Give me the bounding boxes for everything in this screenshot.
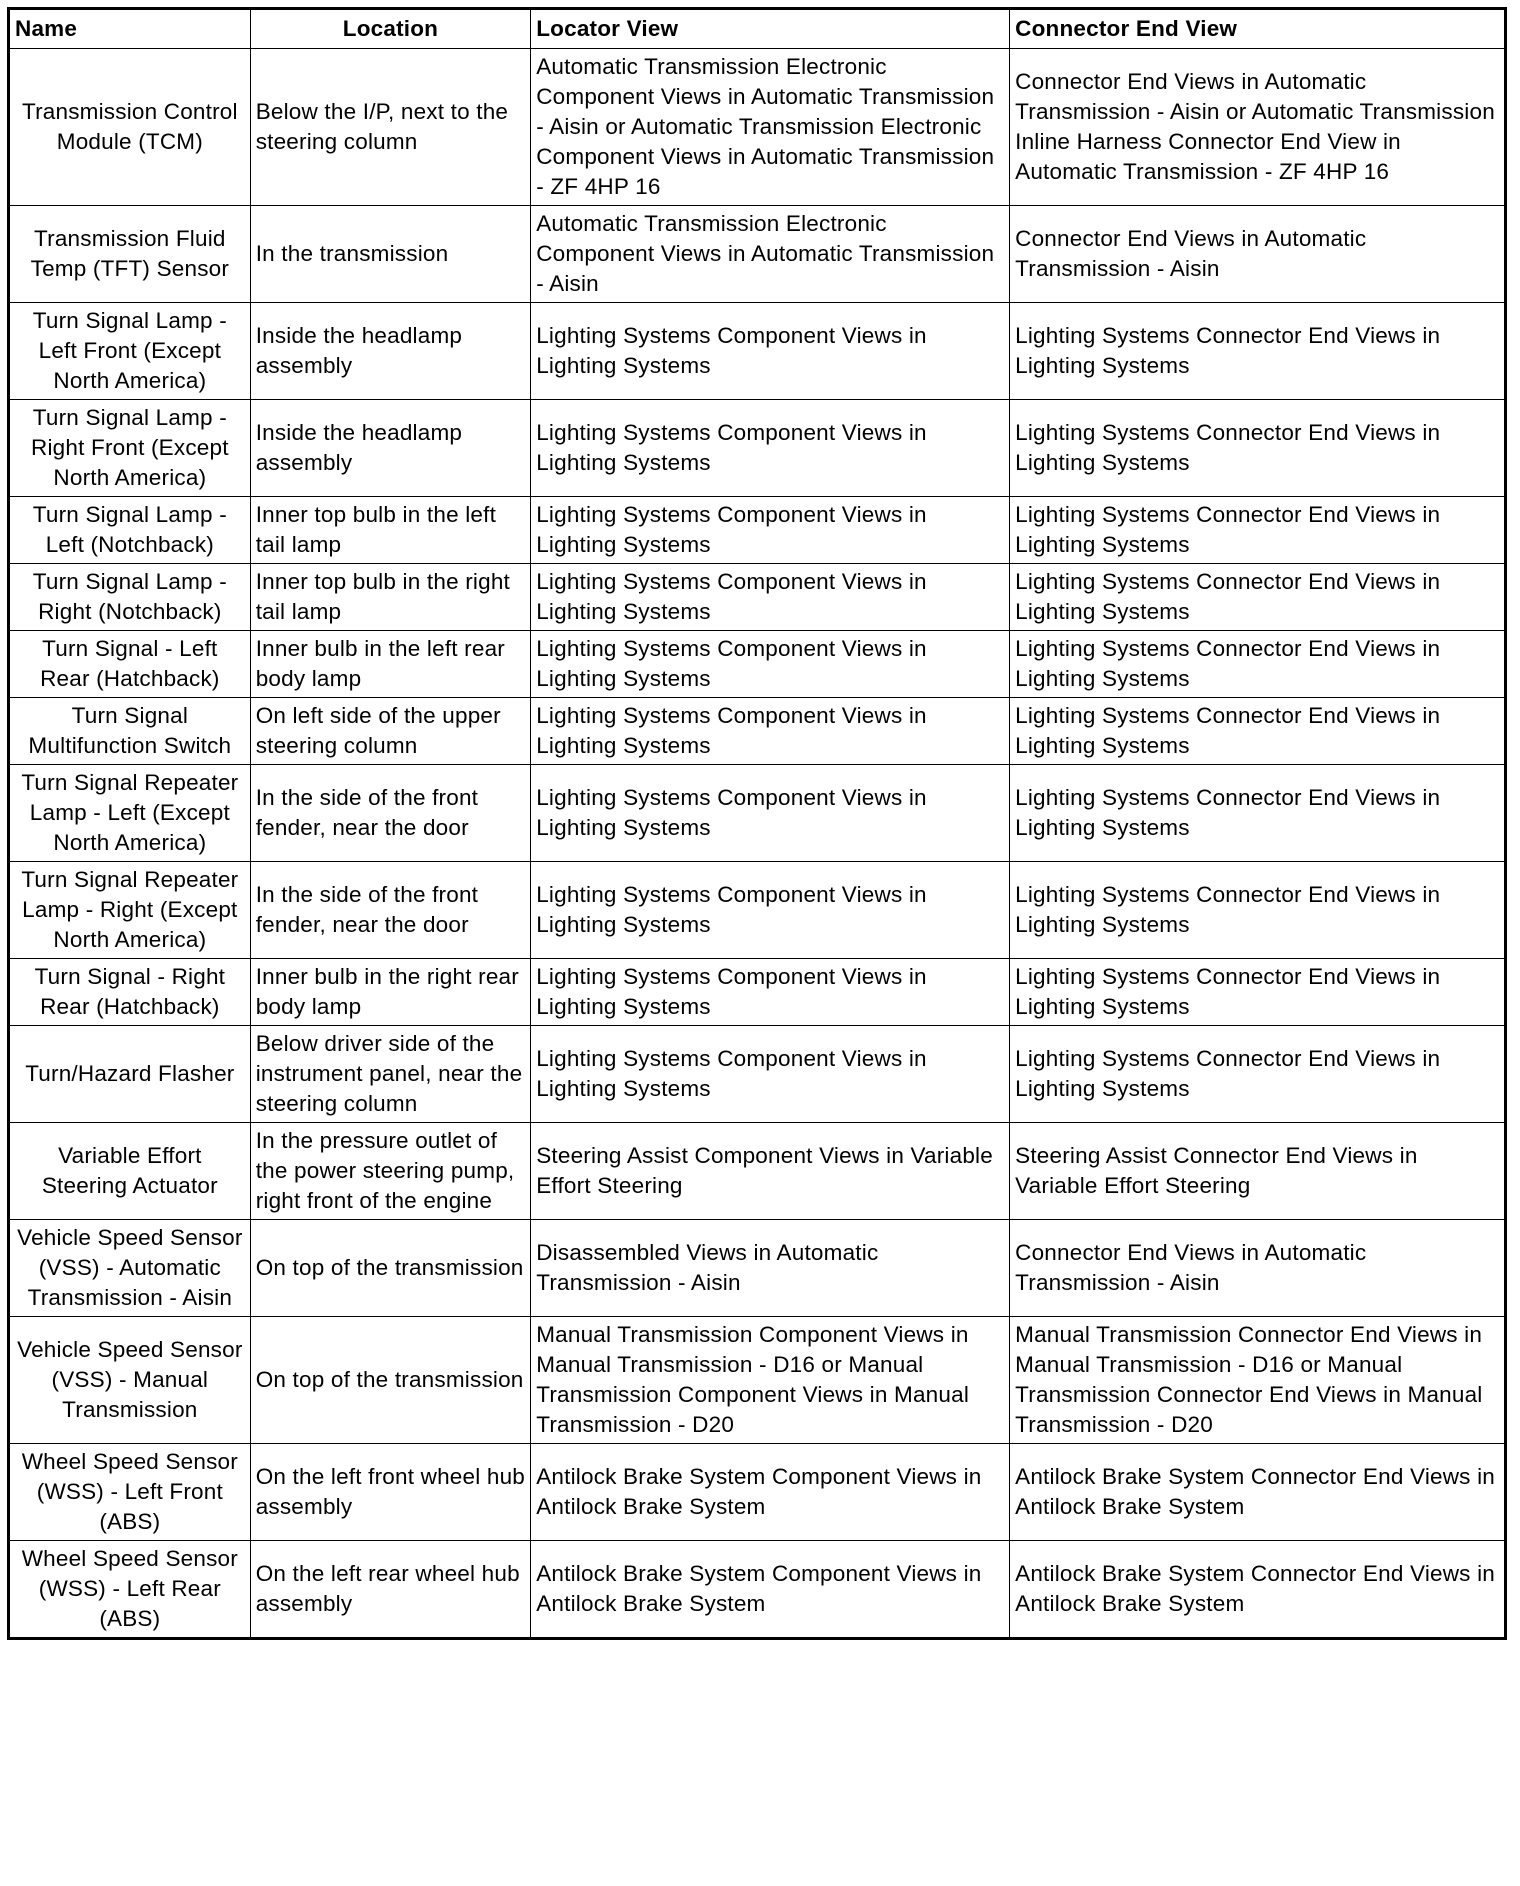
cell-location: Below the I/P, next to the steering column xyxy=(250,49,531,206)
cell-locator-view: Lighting Systems Component Views in Lighting Systems xyxy=(531,862,1010,959)
cell-location: On the left front wheel hub assembly xyxy=(250,1444,531,1541)
table-row xyxy=(9,1317,1506,1444)
cell-connector-end-view: Antilock Brake System Connector End Views in Antilock Brake System xyxy=(1010,1541,1506,1639)
table-row xyxy=(9,1026,1506,1123)
cell-connector-end-view: Lighting Systems Connector End Views in Lighting Systems xyxy=(1010,564,1506,631)
cell-name: Vehicle Speed Sensor (VSS) - Automatic Transmission - Aisin xyxy=(9,1220,251,1317)
cell-location: On the left rear wheel hub assembly xyxy=(250,1541,531,1639)
cell-locator-view: Lighting Systems Component Views in Lighting Systems xyxy=(531,400,1010,497)
header-locator-view: Locator View xyxy=(531,9,1010,49)
cell-name: Wheel Speed Sensor (WSS) - Left Front (ABS) xyxy=(9,1444,251,1541)
cell-locator-view: Automatic Transmission Electronic Component Views in Automatic Transmission - Aisin xyxy=(531,206,1010,303)
table-row xyxy=(9,564,1506,631)
cell-connector-end-view: Lighting Systems Connector End Views in Lighting Systems xyxy=(1010,959,1506,1026)
cell-connector-end-view: Lighting Systems Connector End Views in Lighting Systems xyxy=(1010,400,1506,497)
table-row xyxy=(9,303,1506,400)
cell-location: Inner top bulb in the left tail lamp xyxy=(250,497,531,564)
cell-location: On top of the transmission xyxy=(250,1317,531,1444)
table-row xyxy=(9,1123,1506,1220)
cell-connector-end-view: Lighting Systems Connector End Views in Lighting Systems xyxy=(1010,765,1506,862)
cell-connector-end-view: Lighting Systems Connector End Views in Lighting Systems xyxy=(1010,1026,1506,1123)
cell-name: Turn Signal Repeater Lamp - Right (Except North America) xyxy=(9,862,251,959)
cell-location: On left side of the upper steering column xyxy=(250,698,531,765)
cell-connector-end-view: Connector End Views in Automatic Transmission - Aisin or Automatic Transmission Inline Harness Connector End View in Automatic Transmission - ZF 4HP 16 xyxy=(1010,49,1506,206)
cell-location: Inner bulb in the left rear body lamp xyxy=(250,631,531,698)
cell-name: Wheel Speed Sensor (WSS) - Left Rear (ABS) xyxy=(9,1541,251,1639)
table-row xyxy=(9,497,1506,564)
cell-location: In the pressure outlet of the power steering pump, right front of the engine xyxy=(250,1123,531,1220)
table-row xyxy=(9,765,1506,862)
cell-locator-view: Automatic Transmission Electronic Component Views in Automatic Transmission - Aisin or Automatic Transmission Electronic Component Views in Automatic Transmission - ZF 4HP 16 xyxy=(531,49,1010,206)
cell-locator-view: Antilock Brake System Component Views in Antilock Brake System xyxy=(531,1541,1010,1639)
cell-locator-view: Disassembled Views in Automatic Transmission - Aisin xyxy=(531,1220,1010,1317)
header-location: Location xyxy=(250,9,531,49)
cell-connector-end-view: Lighting Systems Connector End Views in Lighting Systems xyxy=(1010,631,1506,698)
cell-name: Turn Signal Lamp - Right Front (Except North America) xyxy=(9,400,251,497)
cell-location: Inner bulb in the right rear body lamp xyxy=(250,959,531,1026)
cell-name: Vehicle Speed Sensor (VSS) - Manual Transmission xyxy=(9,1317,251,1444)
table-row xyxy=(9,698,1506,765)
cell-name: Turn Signal Lamp - Left (Notchback) xyxy=(9,497,251,564)
cell-locator-view: Lighting Systems Component Views in Lighting Systems xyxy=(531,765,1010,862)
cell-locator-view: Steering Assist Component Views in Variable Effort Steering xyxy=(531,1123,1010,1220)
cell-connector-end-view: Lighting Systems Connector End Views in Lighting Systems xyxy=(1010,303,1506,400)
cell-connector-end-view: Lighting Systems Connector End Views in Lighting Systems xyxy=(1010,862,1506,959)
cell-location: Below driver side of the instrument panel, near the steering column xyxy=(250,1026,531,1123)
cell-locator-view: Lighting Systems Component Views in Lighting Systems xyxy=(531,497,1010,564)
cell-connector-end-view: Manual Transmission Connector End Views in Manual Transmission - D16 or Manual Transmission Connector End Views in Manual Transmission - D20 xyxy=(1010,1317,1506,1444)
cell-location: Inside the headlamp assembly xyxy=(250,400,531,497)
cell-connector-end-view: Lighting Systems Connector End Views in Lighting Systems xyxy=(1010,698,1506,765)
header-row xyxy=(9,9,1506,49)
table-row xyxy=(9,206,1506,303)
cell-connector-end-view: Steering Assist Connector End Views in Variable Effort Steering xyxy=(1010,1123,1506,1220)
cell-name: Transmission Fluid Temp (TFT) Sensor xyxy=(9,206,251,303)
header-connector-end-view: Connector End View xyxy=(1010,9,1506,49)
cell-name: Turn Signal Lamp - Right (Notchback) xyxy=(9,564,251,631)
table-row xyxy=(9,400,1506,497)
cell-locator-view: Lighting Systems Component Views in Lighting Systems xyxy=(531,303,1010,400)
table-row xyxy=(9,631,1506,698)
cell-location: Inside the headlamp assembly xyxy=(250,303,531,400)
cell-location: Inner top bulb in the right tail lamp xyxy=(250,564,531,631)
cell-locator-view: Lighting Systems Component Views in Lighting Systems xyxy=(531,564,1010,631)
table-row xyxy=(9,1444,1506,1541)
cell-name: Turn Signal Lamp - Left Front (Except North America) xyxy=(9,303,251,400)
cell-connector-end-view: Connector End Views in Automatic Transmission - Aisin xyxy=(1010,1220,1506,1317)
table-row xyxy=(9,49,1506,206)
cell-location: In the transmission xyxy=(250,206,531,303)
cell-location: In the side of the front fender, near the door xyxy=(250,862,531,959)
cell-name: Turn Signal - Right Rear (Hatchback) xyxy=(9,959,251,1026)
cell-connector-end-view: Lighting Systems Connector End Views in Lighting Systems xyxy=(1010,497,1506,564)
cell-name: Turn Signal - Left Rear (Hatchback) xyxy=(9,631,251,698)
cell-name: Turn Signal Multifunction Switch xyxy=(9,698,251,765)
cell-name: Turn/Hazard Flasher xyxy=(9,1026,251,1123)
cell-locator-view: Antilock Brake System Component Views in Antilock Brake System xyxy=(531,1444,1010,1541)
cell-location: In the side of the front fender, near the door xyxy=(250,765,531,862)
cell-locator-view: Lighting Systems Component Views in Lighting Systems xyxy=(531,959,1010,1026)
cell-name: Variable Effort Steering Actuator xyxy=(9,1123,251,1220)
cell-location: On top of the transmission xyxy=(250,1220,531,1317)
cell-locator-view: Lighting Systems Component Views in Lighting Systems xyxy=(531,698,1010,765)
table-row xyxy=(9,862,1506,959)
cell-locator-view: Lighting Systems Component Views in Lighting Systems xyxy=(531,631,1010,698)
table-row xyxy=(9,1541,1506,1639)
cell-connector-end-view: Antilock Brake System Connector End Views in Antilock Brake System xyxy=(1010,1444,1506,1541)
cell-locator-view: Manual Transmission Component Views in Manual Transmission - D16 or Manual Transmission Component Views in Manual Transmission - D20 xyxy=(531,1317,1010,1444)
cell-name: Transmission Control Module (TCM) xyxy=(9,49,251,206)
header-name: Name xyxy=(9,9,251,49)
cell-locator-view: Lighting Systems Component Views in Lighting Systems xyxy=(531,1026,1010,1123)
cell-connector-end-view: Connector End Views in Automatic Transmission - Aisin xyxy=(1010,206,1506,303)
component-locator-table xyxy=(7,7,1507,1640)
cell-name: Turn Signal Repeater Lamp - Left (Except North America) xyxy=(9,765,251,862)
table-row xyxy=(9,1220,1506,1317)
table-row xyxy=(9,959,1506,1026)
